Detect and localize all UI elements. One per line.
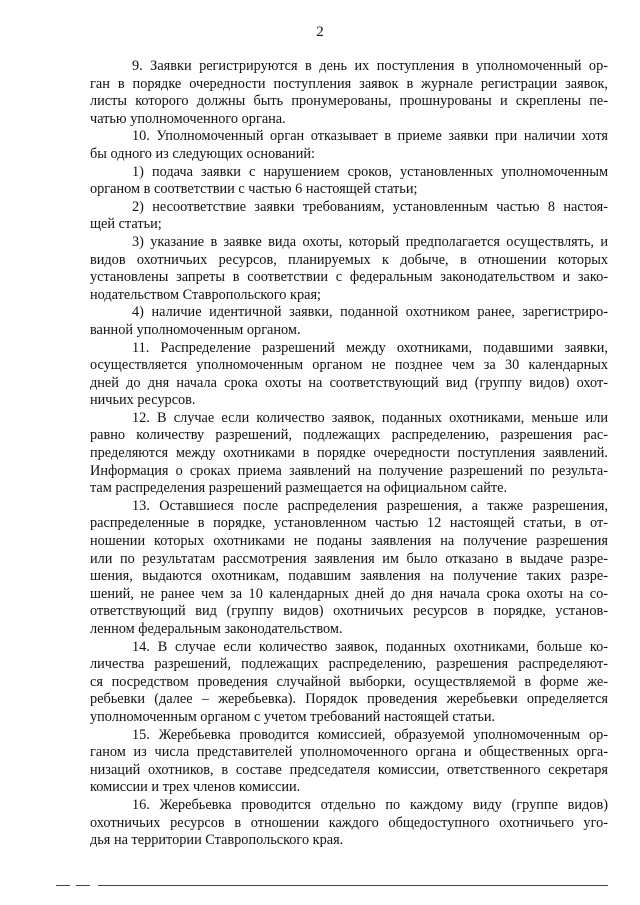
text-line: личества разрешений, подлежащих распределению, разрешения распределяют- bbox=[90, 656, 608, 673]
text-line: низаций охотников, в составе председателя комиссии, ответственного секретаря bbox=[90, 761, 608, 778]
text-line: установлены запреты в соответствии с федеральным законодательством и зако- bbox=[90, 269, 608, 286]
text-line: ган в порядке очередности поступления заявок в журнале регистрации заявок, bbox=[90, 75, 608, 92]
text-line: бы одного из следующих оснований: bbox=[90, 145, 315, 162]
footer-dash-left bbox=[56, 885, 70, 886]
text-line: шений, не ранее чем за 10 календарных дней до дня начала срока охоты на со- bbox=[90, 585, 608, 602]
text-line: 15. Жеребьевка проводится комиссией, образуемой уполномоченным ор- bbox=[132, 726, 608, 743]
text-line: дней до дня начала срока охоты на соответствующий вид (группу видов) охот- bbox=[90, 374, 608, 391]
text-line: щей статьи; bbox=[90, 216, 162, 233]
text-line: охотничьих ресурсов в отношении каждого общедоступного охотничьего уго- bbox=[90, 814, 608, 831]
text-line: или по результатам рассмотрения заявления им было отказано в выдаче разре- bbox=[90, 550, 608, 567]
text-line: 2) несоответствие заявки требованиям, установленным частью 8 настоя- bbox=[132, 198, 608, 215]
text-line: Информация о сроках приема заявлений на получение разрешений по результа- bbox=[90, 462, 608, 479]
text-line: уполномоченным органом с учетом требований настоящей статьи. bbox=[90, 708, 496, 725]
text-line: ганом из числа представителей уполномоченного органа и общественных орга- bbox=[90, 744, 608, 761]
text-line: органом в соответствии с частью 6 настоящей статьи; bbox=[90, 181, 418, 198]
text-line: осуществляется уполномоченным органом не позднее чем за 30 календарных bbox=[90, 357, 608, 374]
text-line: 10. Уполномоченный орган отказывает в приеме заявки при наличии хотя bbox=[132, 128, 608, 145]
text-line: ленном федеральным законодательством. bbox=[90, 621, 343, 637]
page-number: 2 bbox=[316, 24, 324, 40]
document-body bbox=[90, 58, 608, 850]
text-line: ребьевки (далее – жеребьевка). Порядок проведения жеребьевки определяется bbox=[90, 691, 608, 708]
text-line: ничьих ресурсов. bbox=[90, 392, 196, 409]
text-line: равно количеству разрешений, подлежащих распределению, разрешения рас- bbox=[90, 427, 608, 444]
text-line: ношении которых охотниками не поданы заявления на получение разрешения bbox=[90, 533, 608, 550]
text-line: нодательством Ставропольского края; bbox=[90, 286, 321, 303]
text-line: 16. Жеребьевка проводится отдельно по каждому виду (группе видов) bbox=[132, 796, 608, 813]
text-line: 14. В случае если количество заявок, поданных охотниками, больше ко- bbox=[132, 638, 608, 655]
text-line: 9. Заявки регистрируются в день их поступления в уполномоченный ор- bbox=[132, 58, 608, 74]
text-line: чатью уполномоченного органа. bbox=[90, 110, 286, 127]
footer-dash-mid bbox=[76, 885, 90, 886]
text-line: 12. В случае если количество заявок, поданных охотниками, меньше или bbox=[132, 409, 608, 426]
text-line: ответствующий вид (группу видов) охотничьих ресурсов в порядке, установ- bbox=[90, 603, 608, 620]
text-line: ся посредством проведения случайной выборки, осуществляемой в форме же- bbox=[90, 673, 608, 690]
text-line: видов охотничьих ресурсов, планируемых к добыче, в отношении которых bbox=[90, 251, 608, 268]
text-line: распределенные в порядке, установленном частью 12 настоящей статьи, в от- bbox=[90, 515, 608, 532]
text-line: листы которого должны быть пронумерованы, прошнурованы и скреплены пе- bbox=[90, 93, 608, 110]
text-line: 1) подача заявки с нарушением сроков, установленных уполномоченным bbox=[132, 163, 608, 180]
text-line: 3) указание в заявке вида охоты, который предполагается осуществлять, и bbox=[132, 233, 608, 250]
text-line: 4) наличие идентичной заявки, поданной охотником ранее, зарегистриро- bbox=[132, 304, 608, 321]
text-line: шения, выдаются охотникам, подавшим заявления на получение таких разре- bbox=[90, 568, 608, 585]
text-line: 13. Оставшиеся после распределения разрешения, а также разрешения, bbox=[132, 497, 608, 514]
text-line: комиссии и трех членов комиссии. bbox=[90, 779, 301, 796]
footer-rule bbox=[98, 885, 608, 886]
text-line: 11. Распределение разрешений между охотниками, подавшими заявки, bbox=[132, 339, 608, 356]
text-line: дья на территории Ставропольского края. bbox=[90, 832, 344, 849]
text-line: ванной уполномоченным органом. bbox=[90, 321, 301, 338]
text-line: пределяются между охотниками в порядке очередности поступления заявлений. bbox=[90, 445, 608, 462]
text-line: там распределения разрешений размещается на официальном сайте. bbox=[90, 480, 508, 497]
